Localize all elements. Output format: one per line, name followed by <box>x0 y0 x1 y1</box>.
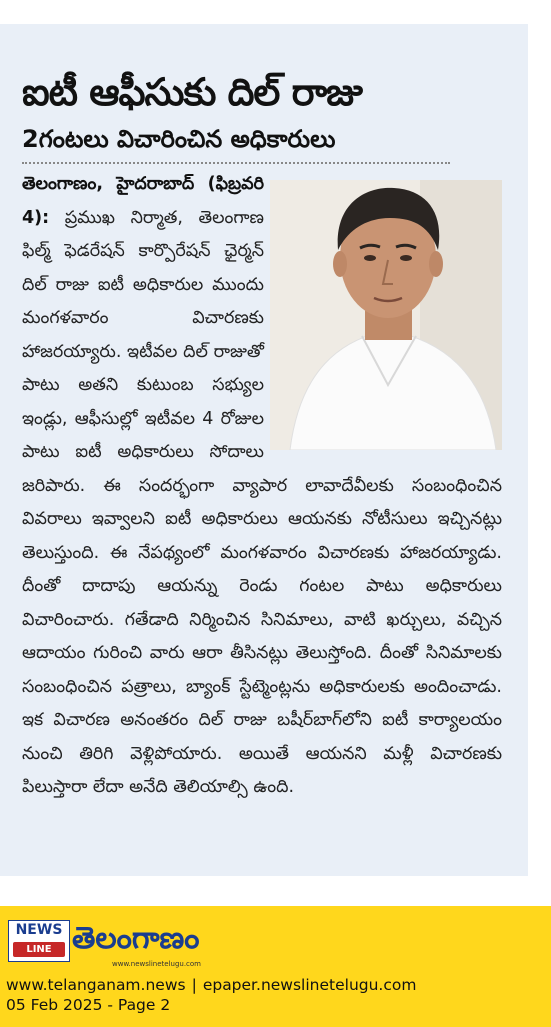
logo-line-text: LINE <box>13 942 65 957</box>
article-dateline: తెలంగాణం, హైదరాబాద్ (ఫిబ్రవరి 4): <box>22 174 264 228</box>
logo-news-text: NEWS <box>15 922 63 938</box>
newsline-logo <box>8 920 70 962</box>
epaper-footer <box>0 906 551 1027</box>
article-body-text: ప్రముఖ నిర్మాత, తెలంగాణ ఫిల్మ్ ఫెడరేషన్ కార్పొరేషన్ ఛైర్మన్ దిల్ రాజు ఐటీ అధికారుల ముందు మంగళవారం విచారణకు హాజరయ్యారు. ఇటీవల దిల్ రాజుతో పాటు అతని కుటుంబ సభ్యుల ఇండ్లు, ఆఫీసుల్లో ఇటీవల 4 రోజుల పాటు ఐటీ అధికారులు సోదాలు జరిపారు. ఈ సందర్భంగా వ్యాపార లావాదేవీలకు సంబంధించిన వివరాలు ఇవ్వాలని ఐటీ అధికారులు ఆయనకు నోటీసులు ఇచ్చినట్లు తెలుస్తుంది. ఈ నేపథ్యంలో మంగళవారం విచారణకు హాజరయ్యాడు. దీంతో దాదాపు ఆయన్ను రెండు గంటల పాటు అధికారులు విచారించారు. గతేడాది నిర్మించిన సినిమాలు, వాటి ఖర్చులు, వచ్చిన ఆదాయం గురించి వారు ఆరా తీసినట్లు తెలుస్తోంది. దీంతో సినిమాలకు సంబంధించిన పత్రాలు, బ్యాంక్ స్టేట్మెంట్లను అధికారులకు అందించాడు. ఇక విచారణ అనంతరం దిల్ రాజు బషీర్‌బాగ్‌లోని ఐటీ కార్యాలయం నుంచి తిరిగి వెళ్లిపోయారు. అయితే ఆయనని మళ్లీ విచారణకు పిలుస్తారా లేదా అనేది తెలియాల్సి ఉంది. <box>22 207 502 797</box>
footer-links <box>6 976 416 994</box>
portrait-illustration <box>270 180 502 450</box>
telanganam-link[interactable]: www.telanganam.news <box>6 976 186 994</box>
edition-date: 05 Feb 2025 - Page 2 <box>6 996 171 1014</box>
article-subheadline: 2గంటలు విచారించిన అధికారులు <box>22 122 450 164</box>
portrait-photo <box>270 180 502 450</box>
article-headline: ఐటీ ఆఫీసుకు దిల్ రాజు <box>22 70 362 114</box>
telanganam-logo: తెలంగాణం <box>72 921 200 956</box>
brand-website: www.newslinetelugu.com <box>112 960 201 968</box>
link-separator: | <box>191 976 197 994</box>
epaper-link[interactable]: epaper.newslinetelugu.com <box>202 976 417 994</box>
